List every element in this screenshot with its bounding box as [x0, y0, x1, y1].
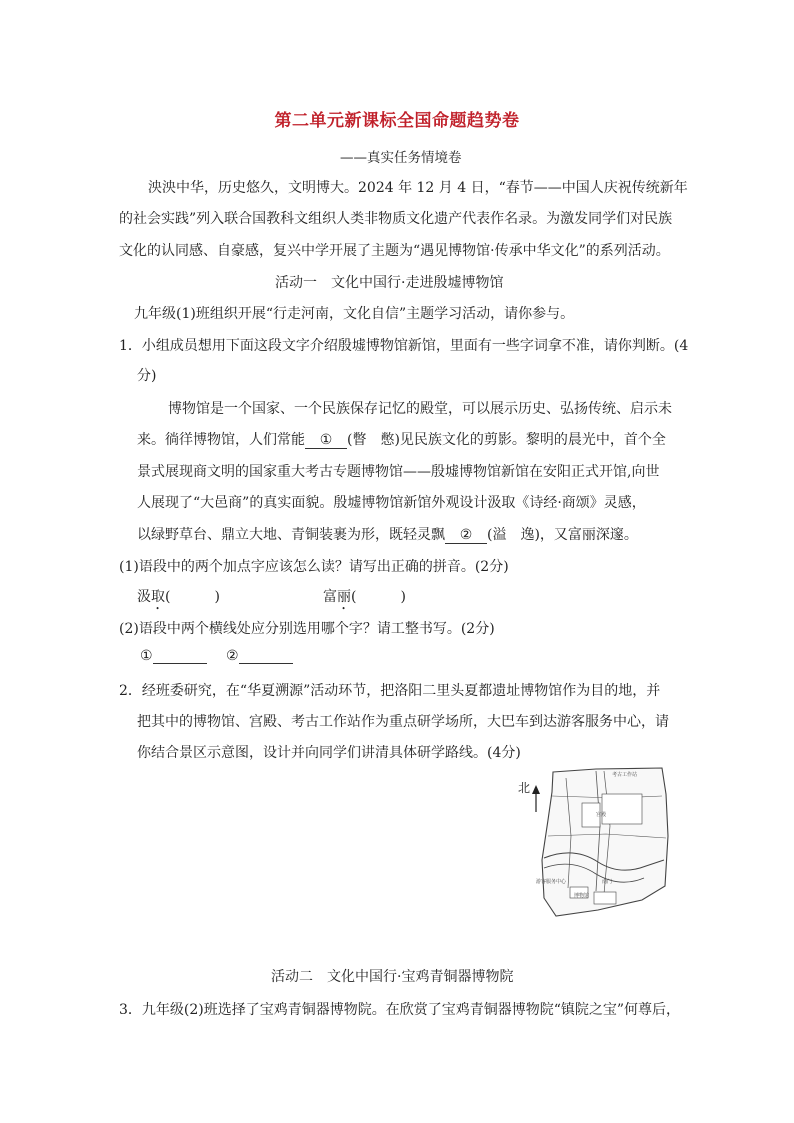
activity1-intro: 九年级(1)班组织开展“行走河南，文化自信”主题学习活动，请你参与。	[134, 306, 575, 322]
open-paren-1: (	[165, 589, 171, 605]
passage-line-4: 人展现了“大邑商”的真实面貌。殷墟博物馆新馆外观设计汲取《诗经·商颂》灵感，	[137, 495, 646, 511]
passage-line-2	[137, 429, 666, 449]
intro-line-3: 文化的认同感、自豪感，复兴中学开展了主题为“遇见博物馆·传承中华文化”的系列活动。	[119, 243, 670, 259]
q3-line-1: 3．九年级(2)班选择了宝鸡青铜器博物院。在欣赏了宝鸡青铜器博物院“镇院之宝”何尊后，	[119, 1002, 681, 1018]
q2-line-2: 把其中的博物馆、宫殿、考古工作站作为重点研学场所，大巴车到达游客服务中心，请	[137, 714, 669, 730]
word-1-char-1: 汲	[137, 589, 151, 605]
passage-line-5	[137, 524, 638, 544]
word-2-char-1: 富	[323, 589, 337, 605]
q1-sub2-stem: (2)语段中两个横线处应分别选用哪个字？请工整书写。(2分)	[119, 621, 495, 637]
passage-blank-2: ②	[445, 528, 487, 544]
map-label-museum: 博物馆	[574, 893, 590, 899]
open-paren-2: (	[351, 589, 357, 605]
map-label-top: 考古工作站	[612, 772, 638, 778]
char-answer-line-1[interactable]	[153, 649, 207, 664]
passage-line-2-text-b: (瞥 憋)见民族文化的剪影。黎明的晨光中，首个全	[347, 432, 666, 448]
char-answer-marker-1: ①	[140, 648, 153, 664]
pinyin-answer-2	[323, 586, 406, 613]
char-answer-2	[226, 648, 293, 664]
intro-line-1: 泱泱中华，历史悠久，文明博大。2024 年 12 月 4 日，“春节——中国人庆祝传统新年	[148, 180, 688, 196]
pinyin-answer-1	[137, 586, 220, 613]
q1-stem-line-2: 分)	[137, 368, 157, 384]
page-subtitle: ——真实任务情境卷	[340, 150, 462, 166]
map-label-visitor-center: 游客服务中心	[536, 879, 567, 885]
q2-line-1: 2．经班委研究，在“华夏溯源”活动环节，把洛阳二里头夏都遗址博物馆作为目的地，并	[119, 683, 661, 699]
word-1-dotted-char: 取	[151, 589, 165, 605]
close-paren-2: )	[400, 589, 406, 605]
scenic-area-map	[516, 766, 682, 922]
q1-stem-line-1: 1．小组成员想用下面这段文字介绍殷墟博物馆新馆，里面有一些字词拿不准，请你判断。(4	[119, 338, 689, 354]
activity2-heading: 活动二 文化中国行·宝鸡青铜器博物院	[271, 969, 514, 985]
word-2-dotted-char: 丽	[337, 589, 351, 605]
q1-sub1-stem: (1)语段中的两个加点字应该怎么读？请写出正确的拼音。(2分)	[119, 559, 509, 575]
char-answer-1	[140, 648, 207, 664]
passage-line-5-text-b: (溢 逸)，又富丽深邃。	[487, 527, 638, 543]
page-title: 第二单元新课标全国命题趋势卷	[274, 111, 520, 131]
map-label-palace: 宫殿	[596, 812, 607, 818]
passage-line-2-text-a: 来。徜徉博物馆，人们常能	[137, 432, 305, 448]
intro-line-2: 的社会实践”列入联合国教科文组织人类非物质文化遗产代表作名录。为激发同学们对民族	[119, 211, 673, 227]
q2-line-3: 你结合景区示意图，设计并向同学们讲清具体研学路线。(4分)	[137, 745, 521, 761]
passage-line-1: 博物馆是一个国家、一个民族保存记忆的殿堂，可以展示历史、弘扬传统、启示未	[168, 401, 672, 417]
map-north-label: 北	[518, 781, 531, 795]
passage-line-5-text-a: 以绿野草台、鼎立大地、青铜装裹为形，既轻灵飘	[137, 527, 445, 543]
close-paren-1: )	[214, 589, 220, 605]
north-arrow-icon	[532, 785, 540, 812]
activity1-heading: 活动一 文化中国行·走进殷墟博物馆	[275, 275, 504, 291]
char-answer-marker-2: ②	[226, 648, 239, 664]
map-label-gate: 南门	[602, 879, 613, 885]
passage-blank-1: ①	[305, 433, 347, 449]
passage-line-3: 景式展现商文明的国家重大考古专题博物馆——殷墟博物馆新馆在安阳正式开馆,向世	[137, 464, 660, 480]
char-answer-line-2[interactable]	[239, 649, 293, 664]
